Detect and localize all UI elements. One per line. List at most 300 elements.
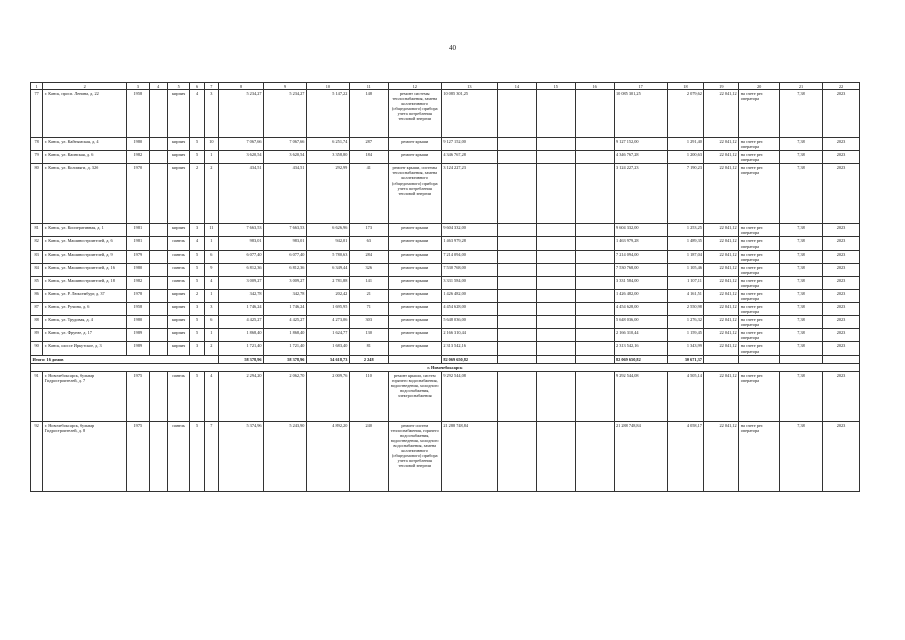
total-area-cell: 3 620,54 <box>219 151 264 164</box>
total-row <box>31 355 860 363</box>
address-cell: г. Канск, ул. Машиностроителей, д. 9 <box>43 250 127 263</box>
page-number: 40 <box>449 44 456 52</box>
entrances-cell: 6 <box>204 316 218 329</box>
column-number-15: 15 <box>536 83 575 90</box>
cost-cell: 10 085 301,25 <box>441 90 497 138</box>
empty-cell <box>149 250 167 263</box>
empty-cell <box>498 329 537 342</box>
material-cell: кирпич <box>167 224 189 237</box>
unit-cost-cell: 4 161,51 <box>667 289 704 302</box>
owners-cost-cell: 1 463 979,28 <box>614 237 667 250</box>
unit-cost-cell: 2 079,62 <box>667 90 704 138</box>
material-cell: кирпич <box>167 342 189 355</box>
column-number-21: 21 <box>780 83 823 90</box>
value-cell: 7,38 <box>780 151 823 164</box>
fund-method-cell: на счете рег. оператора <box>739 138 780 151</box>
living-area-cell: 2 009,76 <box>306 371 349 421</box>
empty-cell <box>575 289 614 302</box>
value-cell: 7,38 <box>780 276 823 289</box>
total-label: Итого: 16 домов <box>31 355 219 363</box>
empty-cell <box>536 237 575 250</box>
empty-cell <box>536 303 575 316</box>
empty-cell <box>498 237 537 250</box>
limit-cost-cell: 22 041,12 <box>704 342 739 355</box>
empty-cell <box>498 90 537 138</box>
empty-cell <box>536 276 575 289</box>
table-row <box>31 276 860 289</box>
material-cell: кирпич <box>167 90 189 138</box>
empty-cell <box>498 250 537 263</box>
cost-cell: 3 331 584,00 <box>441 276 497 289</box>
area-cell: 3 009,27 <box>264 276 307 289</box>
value-cell: 7,38 <box>780 329 823 342</box>
empty-cell <box>388 355 441 363</box>
year-cell: 1981 <box>127 224 149 237</box>
floors-cell: 5 <box>190 316 204 329</box>
area-cell: 434,51 <box>264 164 307 224</box>
work-type-cell: ремонт системы теплоснабжения, замена коллективного (общедомового) прибора учета потребления тепловой энергии <box>388 90 441 138</box>
value-cell: 7,38 <box>780 164 823 224</box>
residents-cell: 148 <box>349 90 388 138</box>
area-cell: 5 243,90 <box>264 421 307 491</box>
year-planned-cell: 2023 <box>823 250 860 263</box>
residents-cell: 63 <box>349 237 388 250</box>
year-planned-cell: 2023 <box>823 276 860 289</box>
total-area-cell: 1 746,24 <box>219 303 264 316</box>
material-cell: панель <box>167 250 189 263</box>
living-area-cell: 4 892,20 <box>306 421 349 491</box>
table-row <box>31 90 860 138</box>
row-number: 89 <box>31 329 43 342</box>
living-area-cell: 202,42 <box>306 289 349 302</box>
column-number-16: 16 <box>575 83 614 90</box>
owners-cost-cell: 5 648 036,00 <box>614 316 667 329</box>
residents-cell: 284 <box>349 250 388 263</box>
total-area-cell: 6 077,40 <box>219 250 264 263</box>
total-area-cell: 1 721,40 <box>219 342 264 355</box>
total-area-cell: 5 374,96 <box>219 421 264 491</box>
empty-cell <box>575 342 614 355</box>
material-cell: панель <box>167 276 189 289</box>
owners-cost-cell: 7 530 768,00 <box>614 263 667 276</box>
unit-cost-cell: 1 343,99 <box>667 342 704 355</box>
limit-cost-cell: 22 041,12 <box>704 237 739 250</box>
floors-cell: 2 <box>190 164 204 224</box>
residents-cell: 81 <box>349 342 388 355</box>
column-number-1: 1 <box>31 83 43 90</box>
material-cell: панель <box>167 421 189 491</box>
material-cell: кирпич <box>167 316 189 329</box>
owners-cost-cell: 2 313 542,16 <box>614 342 667 355</box>
year-cell: 1975 <box>127 421 149 491</box>
column-number-6: 6 <box>190 83 204 90</box>
table-row <box>31 316 860 329</box>
empty-cell <box>536 316 575 329</box>
owners-cost-cell: 21 288 748,84 <box>614 421 667 491</box>
table-row <box>31 224 860 237</box>
row-number: 87 <box>31 303 43 316</box>
residents-cell: 141 <box>349 276 388 289</box>
year-planned-cell: 2023 <box>823 329 860 342</box>
value-cell: 7,38 <box>780 237 823 250</box>
empty-cell <box>536 164 575 224</box>
address-cell: г. Новочебоксарск, бульвар Гидростроителей, д. 8 <box>43 421 127 491</box>
year-cell: 1958 <box>127 90 149 138</box>
unit-cost-cell: 1 107,11 <box>667 276 704 289</box>
empty-cell <box>536 329 575 342</box>
empty-cell <box>536 250 575 263</box>
living-area-cell: 292,99 <box>306 164 349 224</box>
empty-cell <box>149 237 167 250</box>
work-type-cell: ремонт крыши <box>388 263 441 276</box>
cost-cell: 4 454 628,00 <box>441 303 497 316</box>
year-cell: 1980 <box>127 138 149 151</box>
column-number-12: 12 <box>388 83 441 90</box>
year-cell: 1979 <box>127 250 149 263</box>
floors-cell: 4 <box>190 90 204 138</box>
area-cell: 7 067,66 <box>264 138 307 151</box>
empty-cell <box>536 224 575 237</box>
material-cell: панель <box>167 263 189 276</box>
work-type-cell: ремонт крыши, системы теплоснабжения, замена коллективного (общедомового) прибора учета потребления тепловой энергии <box>388 164 441 224</box>
area-cell: 5 234,27 <box>264 90 307 138</box>
year-cell: 1958 <box>127 303 149 316</box>
address-cell: г. Канск, ул. Фрунзе, д. 17 <box>43 329 127 342</box>
row-number: 77 <box>31 90 43 138</box>
limit-cost-cell: 22 041,12 <box>704 329 739 342</box>
unit-cost-cell: 1 200,63 <box>667 151 704 164</box>
living-area-cell: 6 349,44 <box>306 263 349 276</box>
row-number: 85 <box>31 276 43 289</box>
year-cell: 1989 <box>127 342 149 355</box>
work-type-cell: ремонт крыши <box>388 276 441 289</box>
empty-cell <box>149 164 167 224</box>
cost-cell: 3 124 227,23 <box>441 164 497 224</box>
row-number: 83 <box>31 250 43 263</box>
address-cell: г. Канск, ул. Каинская, д. 6 <box>43 151 127 164</box>
empty-cell <box>498 164 537 224</box>
entrances-cell: 1 <box>204 151 218 164</box>
residents-cell: 21 <box>349 289 388 302</box>
fund-method-cell: на счете рег. оператора <box>739 303 780 316</box>
year-planned-cell: 2023 <box>823 224 860 237</box>
total-area-cell: 983,01 <box>219 237 264 250</box>
value-cell: 7,38 <box>780 342 823 355</box>
fund-method-cell: на счете рег. оператора <box>739 342 780 355</box>
work-type-cell: ремонт крыши <box>388 316 441 329</box>
empty-cell <box>149 329 167 342</box>
entrances-cell: 2 <box>204 342 218 355</box>
row-number: 79 <box>31 151 43 164</box>
area-cell: 1 868,40 <box>264 329 307 342</box>
empty-cell <box>149 224 167 237</box>
limit-cost-cell: 22 041,12 <box>704 421 739 491</box>
floors-cell: 5 <box>190 151 204 164</box>
unit-cost-cell: 1 489,35 <box>667 237 704 250</box>
area-cell: 1 721,40 <box>264 342 307 355</box>
cost-cell: 2 166 310,44 <box>441 329 497 342</box>
residents-cell: 130 <box>349 329 388 342</box>
empty-cell <box>536 342 575 355</box>
unit-cost-cell: 1 159,45 <box>667 329 704 342</box>
year-planned-cell: 2023 <box>823 289 860 302</box>
unit-cost-cell: 1 291,40 <box>667 138 704 151</box>
floors-cell: 5 <box>190 276 204 289</box>
empty-cell <box>575 250 614 263</box>
living-area-cell: 5 780,63 <box>306 250 349 263</box>
entrances-cell: 4 <box>204 371 218 421</box>
table-row <box>31 237 860 250</box>
work-type-cell: ремонт крыши <box>388 289 441 302</box>
address-cell: г. Канск, ул. Машиностроителей, д. 16 <box>43 263 127 276</box>
address-cell: г. Канск, ул. Кайтымская, д. 4 <box>43 138 127 151</box>
table-row <box>31 250 860 263</box>
table-row <box>31 421 860 491</box>
unit-cost-cell: 1 105,46 <box>667 263 704 276</box>
empty-cell <box>575 90 614 138</box>
address-cell: г. Канск, просп. Ленина, д. 22 <box>43 90 127 138</box>
entrances-cell: 3 <box>204 303 218 316</box>
entrances-cell: 10 <box>204 138 218 151</box>
fund-method-cell: на счете рег. оператора <box>739 289 780 302</box>
residents-cell: 326 <box>349 263 388 276</box>
column-number-2: 2 <box>43 83 127 90</box>
area-cell: 1 746,24 <box>264 303 307 316</box>
column-number-20: 20 <box>739 83 780 90</box>
residents-cell: 303 <box>349 316 388 329</box>
owners-cost-cell: 9 292 544,08 <box>614 371 667 421</box>
empty-cell <box>536 355 575 363</box>
fund-method-cell: на счете рег. оператора <box>739 224 780 237</box>
material-cell: кирпич <box>167 164 189 224</box>
owners-cost-cell: 10 085 301,25 <box>614 90 667 138</box>
value-cell: 7,38 <box>780 138 823 151</box>
material-cell: кирпич <box>167 289 189 302</box>
table-row <box>31 151 860 164</box>
empty-cell <box>498 371 537 421</box>
owners-cost-cell: 4 454 628,00 <box>614 303 667 316</box>
address-cell: г. Канск, ул. Ручина, д. 6 <box>43 303 127 316</box>
total-area-cell: 7 663,53 <box>219 224 264 237</box>
value-cell: 7,38 <box>780 90 823 138</box>
table-row <box>31 371 860 421</box>
material-cell: кирпич <box>167 151 189 164</box>
row-number: 92 <box>31 421 43 491</box>
value-cell: 7,38 <box>780 371 823 421</box>
year-planned-cell: 2023 <box>823 237 860 250</box>
floors-cell: 3 <box>190 303 204 316</box>
empty-cell <box>498 316 537 329</box>
table-row <box>31 263 860 276</box>
residents-cell: 240 <box>349 421 388 491</box>
year-cell: 1989 <box>127 329 149 342</box>
entrances-cell: 9 <box>204 263 218 276</box>
value-cell: 7,38 <box>780 250 823 263</box>
living-area-cell: 1 624,77 <box>306 329 349 342</box>
address-cell: г. Канск, ул. Кооперативная, д. 1 <box>43 224 127 237</box>
residents-cell: 41 <box>349 164 388 224</box>
work-type-cell: ремонт систем теплоснабжения, горячего водоснабжения, водоотведения, холодного водоснабжения, замена коллективного (общедомового) прибора учета потребления тепловой энергии <box>388 421 441 491</box>
fund-method-cell: на счете рег. оператора <box>739 237 780 250</box>
address-cell: г. Канск, ул. Коломяги, д. 32б <box>43 164 127 224</box>
empty-cell <box>498 289 537 302</box>
empty-cell <box>149 90 167 138</box>
living-area-sum: 54 618,73 <box>306 355 349 363</box>
fund-method-cell: на счете рег. оператора <box>739 164 780 224</box>
entrances-cell: 2 <box>204 164 218 224</box>
work-type-cell: ремонт крыши <box>388 329 441 342</box>
fund-method-cell: на счете рег. оператора <box>739 151 780 164</box>
table-row <box>31 303 860 316</box>
year-planned-cell: 2023 <box>823 164 860 224</box>
owners-cost-sum: 82 069 650,82 <box>614 355 667 363</box>
empty-cell <box>149 303 167 316</box>
row-number: 86 <box>31 289 43 302</box>
year-planned-cell: 2023 <box>823 263 860 276</box>
fund-method-cell: на счете рег. оператора <box>739 371 780 421</box>
empty-cell <box>498 263 537 276</box>
column-number-13: 13 <box>441 83 497 90</box>
entrances-cell: 11 <box>204 224 218 237</box>
year-cell: 1975 <box>127 371 149 421</box>
limit-cost-cell: 22 041,12 <box>704 90 739 138</box>
address-cell: г. Канск, ул. Машиностроителей, д. 6 <box>43 237 127 250</box>
entrances-cell: 3 <box>204 90 218 138</box>
limit-cost-cell: 22 041,12 <box>704 371 739 421</box>
owners-cost-cell: 9 604 332,00 <box>614 224 667 237</box>
column-number-22: 22 <box>823 83 860 90</box>
floors-cell: 3 <box>190 224 204 237</box>
residents-sum: 2 248 <box>349 355 388 363</box>
owners-cost-cell: 9 127 152,00 <box>614 138 667 151</box>
column-number-9: 9 <box>264 83 307 90</box>
total-area-cell: 3 009,27 <box>219 276 264 289</box>
work-type-cell: ремонт крыши <box>388 237 441 250</box>
floors-cell: 2 <box>190 289 204 302</box>
limit-cost-cell: 22 041,12 <box>704 250 739 263</box>
total-area-cell: 4 425,27 <box>219 316 264 329</box>
empty-cell <box>536 138 575 151</box>
area-cell: 6 812,36 <box>264 263 307 276</box>
unit-cost-cell: 4 505,14 <box>667 371 704 421</box>
total-area-cell: 5 234,27 <box>219 90 264 138</box>
material-cell: кирпич <box>167 329 189 342</box>
entrances-cell: 6 <box>204 250 218 263</box>
column-number-4: 4 <box>149 83 167 90</box>
living-area-cell: 1 695,95 <box>306 303 349 316</box>
empty-cell <box>575 151 614 164</box>
empty-cell <box>149 421 167 491</box>
cost-cell: 9 127 152,00 <box>441 138 497 151</box>
year-cell: 1980 <box>127 263 149 276</box>
row-number: 90 <box>31 342 43 355</box>
fund-method-cell: на счете рег. оператора <box>739 329 780 342</box>
floors-cell: 4 <box>190 237 204 250</box>
material-cell: кирпич <box>167 138 189 151</box>
value-cell: 7,38 <box>780 224 823 237</box>
column-number-14: 14 <box>498 83 537 90</box>
residents-cell: 184 <box>349 151 388 164</box>
owners-cost-cell: 3 124 227,23 <box>614 164 667 224</box>
residents-cell: 287 <box>349 138 388 151</box>
city-name: г. Новочебоксарск <box>31 363 860 371</box>
city-section-row <box>31 363 860 371</box>
limit-cost-cell: 22 041,12 <box>704 263 739 276</box>
residents-cell: 173 <box>349 224 388 237</box>
limit-cost-cell: 22 041,12 <box>704 289 739 302</box>
work-type-cell: ремонт крыши <box>388 303 441 316</box>
area-cell: 342,78 <box>264 289 307 302</box>
material-cell: кирпич <box>167 303 189 316</box>
total-area-cell: 434,51 <box>219 164 264 224</box>
row-number: 81 <box>31 224 43 237</box>
address-cell: г. Новочебоксарск, бульвар Гидростроителей, д. 7 <box>43 371 127 421</box>
empty-cell <box>536 421 575 491</box>
total-area-cell: 1 868,40 <box>219 329 264 342</box>
work-type-cell: ремонт крыши <box>388 151 441 164</box>
work-type-cell: ремонт крыши <box>388 224 441 237</box>
floors-cell: 3 <box>190 342 204 355</box>
empty-cell <box>575 355 614 363</box>
value-cell: 7,38 <box>780 263 823 276</box>
empty-cell <box>498 276 537 289</box>
year-cell: 1982 <box>127 151 149 164</box>
empty-cell <box>498 138 537 151</box>
empty-cell <box>575 303 614 316</box>
unit-cost-cell: 1 187,04 <box>667 250 704 263</box>
cost-cell: 5 648 036,00 <box>441 316 497 329</box>
column-number-3: 3 <box>127 83 149 90</box>
area-cell: 983,01 <box>264 237 307 250</box>
limit-cost-cell: 22 041,12 <box>704 151 739 164</box>
empty-cell <box>536 151 575 164</box>
entrances-cell: 1 <box>204 289 218 302</box>
empty-cell <box>498 303 537 316</box>
housing-repair-table <box>30 82 860 492</box>
value-cell: 7,38 <box>780 316 823 329</box>
fund-method-cell: на счете рег. оператора <box>739 90 780 138</box>
empty-cell <box>575 421 614 491</box>
empty-cell <box>575 224 614 237</box>
limit-cost-cell: 22 041,12 <box>704 138 739 151</box>
fund-method-cell: на счете рег. оператора <box>739 263 780 276</box>
total-area-cell: 342,78 <box>219 289 264 302</box>
year-planned-cell: 2023 <box>823 151 860 164</box>
empty-cell <box>704 355 739 363</box>
area-sum: 58 378,96 <box>264 355 307 363</box>
address-cell: г. Канск, ул. Трудовая, д. 4 <box>43 316 127 329</box>
living-area-cell: 942,01 <box>306 237 349 250</box>
unit-cost-sum: 30 671,37 <box>667 355 704 363</box>
work-type-cell: ремонт крыши <box>388 138 441 151</box>
empty-cell <box>149 371 167 421</box>
empty-cell <box>149 342 167 355</box>
year-cell: 1980 <box>127 316 149 329</box>
column-number-11: 11 <box>349 83 388 90</box>
unit-cost-cell: 4 058,17 <box>667 421 704 491</box>
year-planned-cell: 2023 <box>823 303 860 316</box>
residents-cell: 71 <box>349 303 388 316</box>
total-area-cell: 6 812,36 <box>219 263 264 276</box>
total-area-cell: 2 294,20 <box>219 371 264 421</box>
empty-cell <box>575 263 614 276</box>
empty-cell <box>575 138 614 151</box>
column-number-17: 17 <box>614 83 667 90</box>
value-cell: 7,38 <box>780 421 823 491</box>
table-row <box>31 329 860 342</box>
living-area-cell: 2 781,88 <box>306 276 349 289</box>
empty-cell <box>780 355 823 363</box>
